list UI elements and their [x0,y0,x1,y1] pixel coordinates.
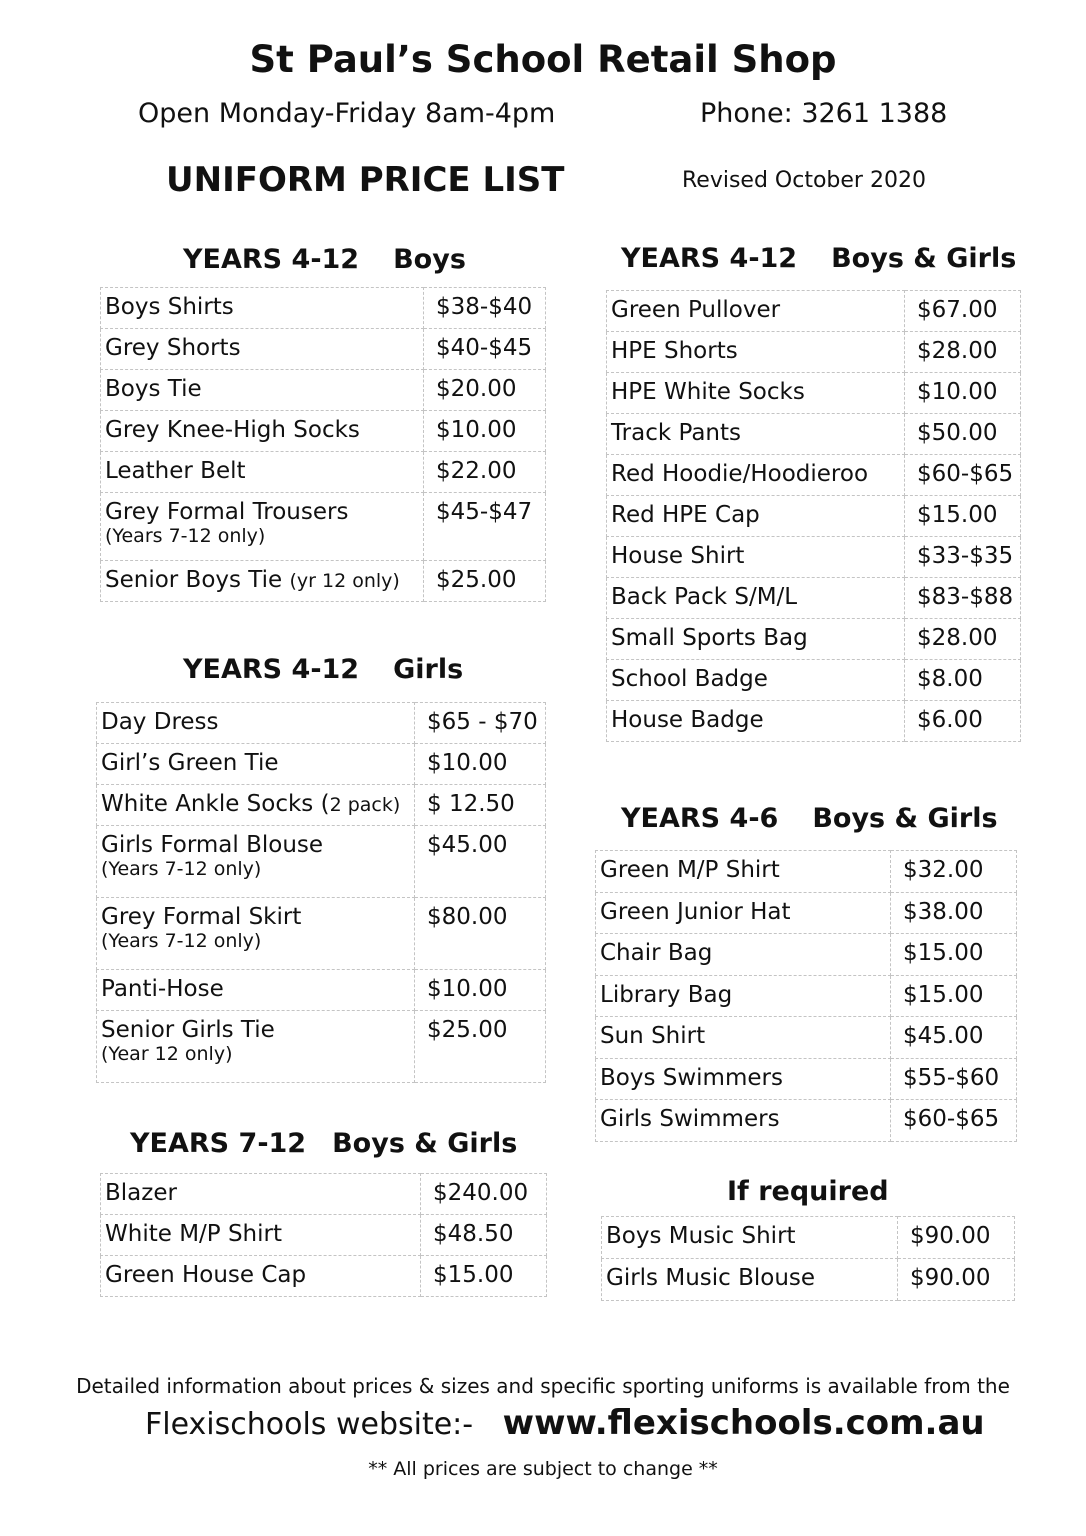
item-cell [596,1058,891,1100]
table-row [97,703,546,744]
table-row [101,493,546,561]
table-row [596,934,1017,976]
item-name: Back Pack S/M/L [611,584,798,610]
item-note: (Year 12 only) [101,1043,233,1065]
item-cell [596,1017,891,1059]
price-cell: $48.50 [421,1215,547,1256]
table-row [596,1017,1017,1059]
item-name: Senior Boys Tie [105,567,283,593]
table-row [607,660,1021,701]
item-name: Chair Bag [600,940,713,966]
website-url: www.flexischools.com.au [502,1403,985,1443]
table-row [607,701,1021,742]
table-row [101,452,546,493]
item-name: Green House Cap [105,1262,307,1288]
table-row [101,561,546,602]
item-name: Girls Formal Blouse [101,832,324,858]
price-cell: $15.00 [421,1256,547,1297]
item-cell [101,1256,421,1297]
table-row [607,373,1021,414]
table-row [607,578,1021,619]
table-row [97,785,546,826]
section-group: Boys & Girls [332,1128,518,1159]
price-cell: $10.00 [424,411,546,452]
section-group: Boys [393,244,466,275]
item-name: HPE White Socks [611,379,805,405]
price-cell: $60-$65 [891,1100,1017,1142]
price-cell: $65 - $70 [415,703,546,744]
price-cell: $240.00 [421,1174,547,1215]
item-cell [596,975,891,1017]
table-row [101,1256,547,1297]
table-row [602,1259,1015,1301]
item-cell [101,1215,421,1256]
price-cell: $32.00 [891,851,1017,893]
item-name: Green M/P Shirt [600,857,780,883]
price-cell: $45-$47 [424,493,546,561]
price-cell: $60-$65 [905,455,1021,496]
price-cell: $45.00 [891,1017,1017,1059]
item-cell [607,701,905,742]
item-cell [607,414,905,455]
item-inline-note: 2 pack) [329,794,401,816]
price-table-girls [96,702,546,1083]
item-cell [607,496,905,537]
item-cell [607,291,905,332]
price-cell: $28.00 [905,332,1021,373]
section-group: Girls [393,654,464,685]
price-cell: $38-$40 [424,288,546,329]
price-cell: $33-$35 [905,537,1021,578]
table-row [607,332,1021,373]
price-cell: $40-$45 [424,329,546,370]
price-cell: $45.00 [415,826,546,898]
item-cell [602,1259,898,1301]
item-cell [596,851,891,893]
price-table-all [606,290,1021,742]
price-cell: $15.00 [905,496,1021,537]
item-name: Boys Music Shirt [606,1223,796,1249]
table-row [101,1174,547,1215]
item-cell [596,934,891,976]
table-row [97,826,546,898]
table-row [596,1058,1017,1100]
item-name: Library Bag [600,981,733,1008]
item-name: Day Dress [101,709,219,735]
table-row [607,619,1021,660]
price-cell: $6.00 [905,701,1021,742]
table-row [596,851,1017,893]
section-years: YEARS 4-12 [183,244,360,275]
item-name: Red Hoodie/Hoodieroo [611,461,869,487]
opening-hours: Open Monday-Friday 8am-4pm [138,98,556,129]
price-cell: $50.00 [905,414,1021,455]
item-name: Grey Shorts [105,335,241,361]
table-row [607,537,1021,578]
price-cell: $83-$88 [905,578,1021,619]
item-name: Grey Formal Skirt [101,904,302,930]
item-name: Girl’s Green Tie [101,750,279,776]
section-heading-girls [183,654,463,685]
item-note: (Years 7-12 only) [101,858,262,880]
price-cell: $20.00 [424,370,546,411]
price-table-seniors [100,1173,547,1297]
section-group: Boys & Girls [812,803,998,834]
table-row [101,370,546,411]
section-years: YEARS 4-12 [621,243,798,274]
price-cell: $55-$60 [891,1058,1017,1100]
item-name: Panti-Hose [101,976,224,1002]
table-row [101,411,546,452]
item-name: White M/P Shirt [105,1221,283,1247]
item-cell [101,411,424,452]
footer-info: Detailed information about prices & sizes and specific sporting uniforms is available from the [76,1374,1010,1398]
item-cell [607,373,905,414]
item-cell [101,329,424,370]
item-cell [101,288,424,329]
price-cell: $25.00 [415,1011,546,1083]
item-name: Track Pants [611,420,742,446]
section-heading-boys [183,244,466,275]
price-cell: $8.00 [905,660,1021,701]
footer-disclaimer: ** All prices are subject to change ** [368,1458,718,1480]
item-name: Grey Formal Trousers [105,499,349,525]
item-cell [97,1011,415,1083]
item-cell [607,537,905,578]
footer-website [145,1403,985,1443]
item-cell [101,561,424,602]
price-cell: $10.00 [905,373,1021,414]
table-row [97,898,546,970]
item-name: Red HPE Cap [611,502,760,528]
item-cell [101,452,424,493]
price-cell: $90.00 [898,1217,1015,1259]
website-label: Flexischools website:- [145,1407,474,1442]
item-cell [596,1100,891,1142]
table-row [97,1011,546,1083]
item-cell [97,970,415,1011]
section-group: Boys & Girls [831,243,1017,274]
section-years: YEARS 4-12 [183,654,360,685]
item-cell [607,660,905,701]
item-name: HPE Shorts [611,338,738,364]
item-cell [596,892,891,934]
table-row [607,291,1021,332]
price-cell: $10.00 [415,970,546,1011]
item-cell [101,1174,421,1215]
table-row [602,1217,1015,1259]
table-row [596,975,1017,1017]
table-row [97,744,546,785]
section-heading-if-required: If required [727,1176,889,1207]
revised-date: Revised October 2020 [682,168,926,193]
item-cell [97,744,415,785]
item-name: House Shirt [611,543,745,569]
item-cell [602,1217,898,1259]
section-years: YEARS 7-12 [130,1128,307,1159]
price-cell: $90.00 [898,1259,1015,1301]
price-cell: $80.00 [415,898,546,970]
price-cell: $38.00 [891,892,1017,934]
item-name: School Badge [611,666,768,692]
item-name: Senior Girls Tie [101,1017,275,1043]
table-row [101,1215,547,1256]
section-heading-juniors [621,803,998,834]
price-cell: $15.00 [891,975,1017,1017]
section-heading-all [621,243,1016,274]
item-name: Grey Knee-High Socks [105,417,360,443]
item-cell [97,898,415,970]
item-cell [97,785,415,826]
price-cell: $15.00 [891,934,1017,976]
item-name: Small Sports Bag [611,625,808,651]
item-cell [97,703,415,744]
price-cell: $10.00 [415,744,546,785]
item-note: (Years 7-12 only) [105,525,266,547]
price-cell: $28.00 [905,619,1021,660]
item-name: Leather Belt [105,458,246,484]
table-row [607,455,1021,496]
price-cell: $67.00 [905,291,1021,332]
item-name: Blazer [105,1180,177,1206]
item-name: Boys Shirts [105,294,234,320]
item-name: White Ankle Socks ( [101,791,330,817]
item-name: Boys Swimmers [600,1064,783,1091]
item-cell [97,826,415,898]
price-cell: $ 12.50 [415,785,546,826]
item-name: Green Junior Hat [600,898,791,925]
item-cell [101,370,424,411]
item-name: Sun Shirt [600,1023,706,1049]
price-list-title: UNIFORM PRICE LIST [166,160,565,200]
item-name: Boys Tie [105,376,202,402]
item-cell [101,493,424,561]
table-row [101,288,546,329]
price-cell: $25.00 [424,561,546,602]
item-cell [607,455,905,496]
table-row [596,1100,1017,1142]
section-heading-seniors [130,1128,517,1159]
price-table-juniors [595,850,1017,1142]
item-name: Green Pullover [611,297,781,323]
item-note: (Years 7-12 only) [101,930,262,952]
table-row [607,496,1021,537]
page-title: St Paul’s School Retail Shop [249,38,837,81]
table-row [101,329,546,370]
item-inline-note: (yr 12 only) [289,570,400,592]
item-name: Girls Swimmers [600,1106,780,1132]
table-row [607,414,1021,455]
phone-number: Phone: 3261 1388 [700,98,948,129]
item-cell [607,578,905,619]
price-table-boys [100,287,546,602]
item-name: House Badge [611,707,764,733]
item-cell [607,332,905,373]
price-cell: $22.00 [424,452,546,493]
table-row [97,970,546,1011]
table-row [596,892,1017,934]
price-table-if-required [601,1216,1015,1301]
item-cell [607,619,905,660]
section-years: YEARS 4-6 [621,803,779,834]
item-name: Girls Music Blouse [606,1265,816,1291]
